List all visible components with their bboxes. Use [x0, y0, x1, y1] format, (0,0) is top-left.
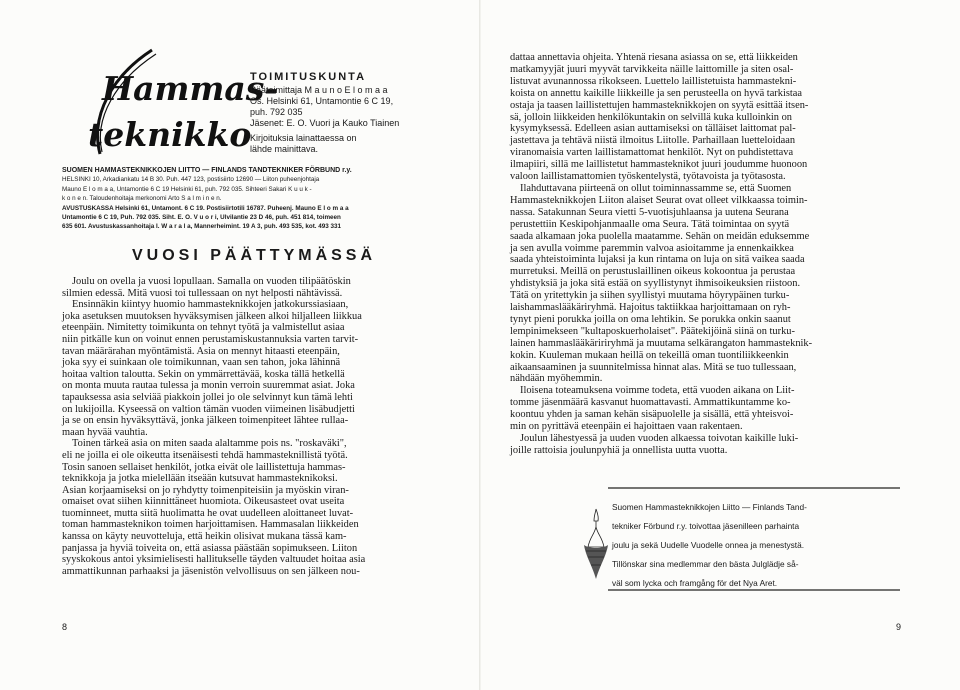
greeting-text	[612, 498, 912, 593]
article-line: jastettava ja tehtävä niistä ilmoitus Liitolle. Parhaillaan luetteloidaan	[510, 135, 796, 147]
article-line: kokin. Kuuleman mukaan heillä on tekeillä oman tuontiliikkeenkin	[510, 349, 789, 361]
article-title: VUOSI PÄÄTTYMÄSSÄ	[132, 247, 377, 264]
article-line: yhdistyksiä ja joka sitä estää on syyllistynyt ihmisoikeuksien riistoon.	[510, 278, 801, 290]
article-line: on lukijoilla. Kyseessä on valtion tämän vuoden viimeinen lisäbudjetti	[62, 403, 355, 415]
article-line: ostaja ja taasen laillistettujen hammasteknikkojen on syytä esittää itsen-	[510, 99, 809, 111]
article-line: Tosin sanoen sellaiset henkilöt, jotka eivät ole laillistettuja hammas-	[62, 461, 346, 473]
article-line: Hammasteknikkojen Liiton alaiset Seurat ovat olleet vilkkaassa toimin-	[510, 194, 808, 206]
organization-line: Mauno E l o m a a, Untamontie 6 C 19 Helsinki 61, puh. 792 035. Sihteeri Sakari K u u k -	[62, 185, 312, 193]
article-line: nähdään myöhemmin.	[510, 373, 603, 385]
article-line: Asian korjaamiseksi on jo ryhdytty toimenpiteisiin ja myöskin viran-	[62, 484, 349, 496]
article-line: on monta muuta rautaa tulessa ja monin verroin suuremmat asiat. Joka	[62, 380, 355, 392]
article-line: lempinimekseen "kultaposkuerholaiset". Päätekijöinä siinä on turku-	[510, 325, 795, 337]
candle-icon	[584, 509, 608, 579]
article-line: silmien edessä. Mitä vuosi toi tullessaan on nyt helposti nähtävissä.	[62, 287, 343, 299]
article-line: omaiset ovat siihen kiinnittäneet huomiota. Oikeusasteet ovat useita	[62, 496, 345, 508]
masthead-note: lähde mainittava.	[250, 144, 319, 154]
article-line: Toinen tärkeä asia on miten saada alaltamme pois ns. "roskaväki",	[72, 438, 347, 450]
article-line: syyskokous antoi yksimielisesti hallitukselle täyden valtuudet hoitaa asia	[62, 554, 366, 566]
article-line: listuvat avunannossa rikokseen. Luettelo laillistetuista hammastekni-	[510, 75, 797, 87]
article-body-left	[62, 276, 445, 577]
masthead-line: puh. 792 035	[250, 107, 303, 117]
relief-fund-line: AVUSTUSKASSA Helsinki 61, Untamont. 6 C 19. Postisiirtotili 16787. Puheenj. Mauno E l o m a a	[62, 204, 349, 212]
page-number-left: 8	[62, 622, 68, 632]
masthead	[250, 72, 460, 155]
relief-fund-line: Untamontie 6 C 19, Puh. 792 035. Siht. E. O. V u o r i, Ulvilantie 23 D 46, puh. 451 814, toimeen	[62, 214, 341, 222]
masthead-line: Päätoimittaja M a u n o E l o m a a	[250, 85, 388, 95]
article-line: tomme jäsenmäärä kasvanut huomattavasti. Ammattikuntamme ko-	[510, 397, 791, 409]
organization-info	[62, 166, 442, 232]
organization-line: k o n e n. Taloudenhoitaja merkonomi Arto S a l m i n e n.	[62, 195, 222, 203]
article-line: toman hammasteknikon toimen harjoittamisen. Hammasalan liikkeiden	[62, 519, 359, 531]
article-line: viranomaisia varten laillistamattomat henkilöt. Nyt on puhdistettava	[510, 147, 794, 159]
page-number-right: 9	[896, 622, 902, 632]
article-line: koontuu yhden ja saman kehän sisäpuolelle ja sisällä, että yhteisvoi-	[510, 409, 794, 421]
article-line: ja sen avulla voimme paremmin valvoa asioitamme ja ennenkaikkea	[510, 242, 794, 254]
article-line: sä, jolloin liikkeiden henkilökuntakin on selvillä kuka kulloinkin on	[510, 111, 792, 123]
article-line: aikaansaaminen ja suunnitelmissa hinnat alas. Mitä se tuo tullessaan,	[510, 361, 797, 373]
article-body-right	[510, 52, 905, 457]
left-page	[0, 0, 479, 690]
logo-text-bottom: teknikko	[88, 115, 252, 154]
article-line: joille rattoisia joulunpyhiä ja onnellista uutta vuotta.	[510, 444, 728, 456]
greeting-line: väl som lycka och framgång för det Nya Aret.	[612, 578, 778, 588]
article-line: ilmapiiri, sillä me laillistetut hammasteknikot juuri joudumme huonoon	[510, 159, 808, 171]
article-line: eteenpäin. Nimitetty toimikunta on tehnyt työtä ja valmistellut asiaa	[62, 322, 345, 334]
article-line: laishammaslääkäriryhmä. Hajoitus taktiikkaa harjoittamaan on ryh-	[510, 302, 791, 314]
article-line: min on pyrittävä eteenpäin ei hajoittaen vaan rakentaen.	[510, 421, 743, 433]
masthead-title: TOIMITUSKUNTA	[250, 71, 367, 83]
article-line: Joulun lähestyessä ja uuden vuoden alkaessa toivotan kaikille luki-	[520, 433, 799, 444]
article-line: joka syy ei suinkaan ole toimikunnan, vaan sen tahon, joka lähinnä	[62, 357, 341, 369]
logo-text-top: Hammas-	[102, 69, 279, 108]
article-line: teknikkoja ja jotka mielellään itseään kutsuvat hammasteknikoksi.	[62, 473, 338, 485]
article-line: tapauksessa asia selviää piakkoin jollei jo ole selvinnyt kun tämä lehti	[62, 391, 353, 403]
masthead-line: Jäsenet: E. O. Vuori ja Kauko Tiainen	[250, 118, 400, 128]
organization-line: HELSINKI 10, Arkadiankatu 14 B 30. Puh. 447 123, postisiirto 12690 — Liiton puheenjohtaja	[62, 176, 320, 184]
article-line: Ilahduttavana piirteenä on ollut toiminnassamme se, että Suomen	[520, 182, 792, 194]
article-line: lainen hammaslääkäririryhmä ja muutama selkärangaton hammasteknik-	[510, 337, 813, 349]
article-line: eli ne joilla ei ole oikeutta itsenäisesti tehdä hammasteknillistä työtä.	[62, 449, 348, 461]
article-line: Iloisena toteamuksena voimme todeta, että vuoden aikana on Liit-	[520, 385, 795, 397]
article-line: Joulu on ovella ja vuosi lopullaan. Samalla on vuoden tilipäätöskin	[72, 276, 351, 287]
article-line: dattaa annettavia ohjeita. Yhtenä riesana asiassa on se, että liikkeiden	[510, 52, 798, 63]
article-line: saada alkamaan joka puolella maatamme. Sehän on meidän eduksemme	[510, 230, 810, 242]
article-line: joka asetuksen muutoksen hyväksymisen jälkeen alkoi hiljalleen liikkua	[62, 310, 362, 322]
greeting-line: joulu ja sekä Uudelle Vuodelle onnea ja menestystä.	[612, 540, 805, 550]
article-line: murretuksi. Meillä on perustuslaillinen oikeus kokoontua ja perustaa	[510, 266, 796, 278]
article-line: niin pitkälle kun on voinut ennen perustamiskustannuksia varten tarvit-	[62, 333, 359, 345]
article-line: saada yhteistoiminta lujaksi ja kun rintama on luja on sitä vaikea saada	[510, 254, 805, 266]
article-line: tuominneet, mutta siitä huolimatta he ovat uudelleen aloittaneet luvat-	[62, 507, 354, 519]
article-line: perustettiin Keskipohjanmaalle oma Seura. Tätä toimintaa on syytä	[510, 218, 790, 230]
article-line: tynyt pieni porukka joilla on oma lehtikin. Se porukka onkin saanut	[510, 313, 791, 325]
article-line: nassa. Satakunnan Seura vietti 5-vuotisjuhlaansa ja uutena Seurana	[510, 206, 789, 218]
article-line: kysymyksessä. Edelleen asian auttamiseksi on tälläiset laittomat pal-	[510, 123, 796, 135]
masthead-line: Os. Helsinki 61, Untamontie 6 C 19,	[250, 96, 394, 106]
greeting-line: tekniker Förbund r.y. toivottaa jäsenilleen parhainta	[612, 521, 800, 531]
article-line: matkamyyjät juuri myyvät tarvikkeita näille laittomille ja siten osal-	[510, 63, 794, 75]
article-line: panjassa ja hyviä toiveita on, että asiassa päästään sopimukseen. Liiton	[62, 542, 358, 554]
article-line: tavan määrärahan myöntämistä. Asia on mennyt hitaasti eteenpäin,	[62, 345, 340, 357]
greeting-line: Tillönskar sina medlemmar den bästa Julglädje så-	[612, 559, 799, 569]
article-line: koista on annettu kaikille liikkeille ja sen perusteella on hyvä tarkistaa	[510, 87, 803, 99]
organization-header: SUOMEN HAMMASTEKNIKKOJEN LIITTO — FINLANDS TANDTEKNIKER FÖRBUND r.y.	[62, 167, 352, 174]
article-line: Ensinnäkin kiintyy huomio hammasteknikkojen jatkokurssiasiaan,	[72, 299, 349, 311]
article-line: maan hyvää vauhtia.	[62, 426, 148, 438]
article-line: ja se on ensin hyväksyttävä, jonka jälkeen toimenpiteet lähtee rullaa-	[62, 415, 349, 427]
relief-fund-line: 635 601. Avustuskassanhoitaja I. W a r a l a, Mannerheimint. 19 A 3, puh. 493 535, kot. 493 331	[62, 223, 342, 231]
article-line: valoon laillistamattomien työskentelystä, työtavoista ja työtasosta.	[510, 171, 786, 183]
article-line: ammattikunnan parhaaksi ja jäsenistön velvollisuus on sen jälkeen nou-	[62, 565, 360, 577]
article-line: kanssa on käyty neuvotteluja, että heikin olisivat mukana tässä kam-	[62, 531, 347, 543]
greeting-line: Suomen Hammasteknikkojen Liitto — Finlands Tand-	[612, 502, 807, 512]
right-page	[481, 0, 960, 690]
article-line: Tätä on yritettykin ja siihen syyllistyi muutama höyrypäinen turku-	[510, 290, 790, 302]
masthead-note: Kirjoituksia lainattaessa on	[250, 133, 357, 143]
article-line: hoitaa valtion taloutta. Sekin on ymmärrettävää, koska tällä hetkellä	[62, 368, 345, 380]
